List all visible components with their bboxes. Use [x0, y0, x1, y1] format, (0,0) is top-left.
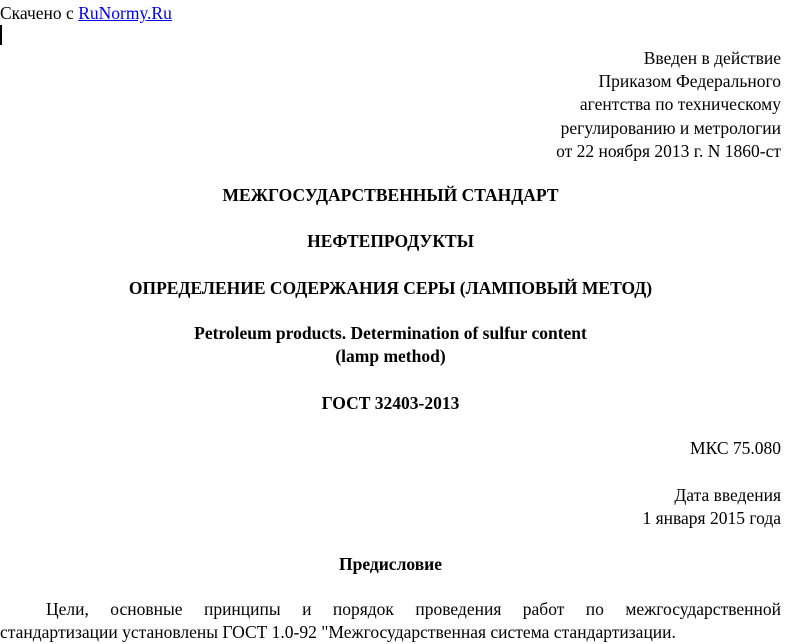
preface-line: Цели, основные принципы и порядок проведения работ по межгосударственной [46, 599, 781, 619]
introduction-date-block [642, 484, 781, 530]
enactment-line: регулированию и метрологии [560, 117, 781, 138]
gost-number: ГОСТ 32403-2013 [321, 393, 460, 413]
english-title-line-2: (lamp method) [335, 346, 446, 366]
preface-heading: Предисловие [338, 554, 443, 574]
runormy-link[interactable]: RuNormy.Ru [78, 3, 172, 23]
subject-heading: НЕФТЕПРОДУКТЫ [307, 231, 474, 251]
enactment-line: агентства по техническому [579, 94, 781, 115]
enactment-line: Приказом Федерального [598, 71, 781, 92]
mks-code: МКС 75.080 [690, 438, 781, 458]
download-source-label: Скачено с [0, 3, 79, 23]
preface-paragraph [0, 598, 781, 644]
download-source-line [0, 2, 172, 24]
method-heading: ОПРЕДЕЛЕНИЕ СОДЕРЖАНИЯ СЕРЫ (ЛАМПОВЫЙ МЕТОД) [128, 278, 653, 298]
standard-type-heading: МЕЖГОСУДАРСТВЕННЫЙ СТАНДАРТ [222, 185, 559, 205]
introduction-date-value: 1 января 2015 года [642, 508, 781, 529]
enactment-block [556, 47, 781, 163]
enactment-line: от 22 ноября 2013 г. N 1860-ст [556, 140, 781, 161]
enactment-line: Введен в действие [643, 48, 781, 68]
english-title-line-1: Petroleum products. Determination of sulfur content [194, 323, 587, 343]
introduction-date-label: Дата введения [674, 485, 781, 505]
preface-line: стандартизации установлены ГОСТ 1.0-92 "Межгосударственная система стандартизации. [0, 622, 676, 642]
text-cursor [0, 25, 2, 45]
